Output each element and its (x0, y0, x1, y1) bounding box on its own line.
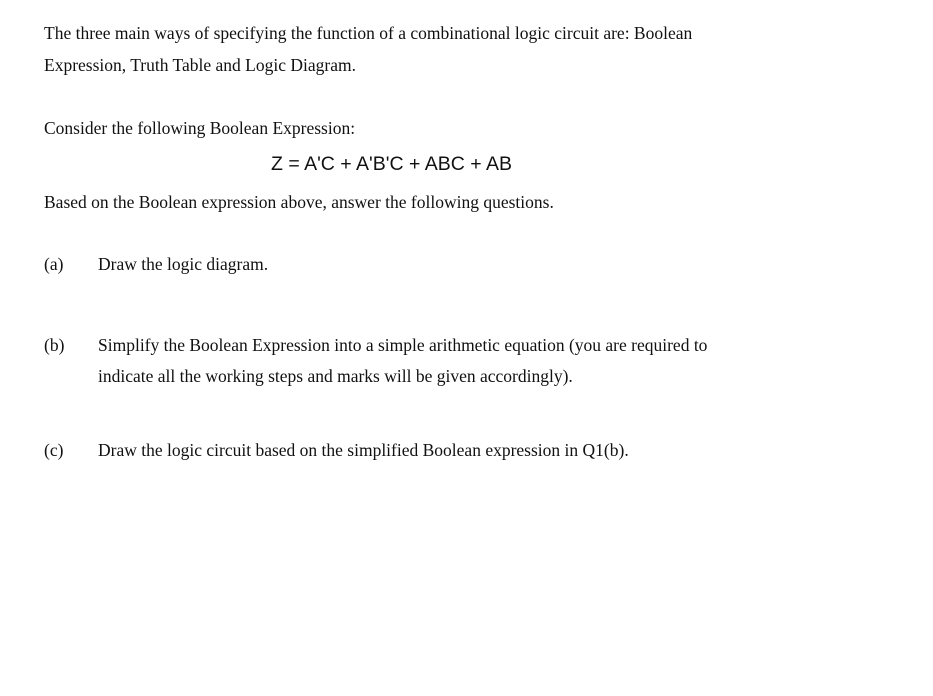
consider-statement: Consider the following Boolean Expression: (44, 118, 356, 138)
intro-paragraph (44, 17, 692, 81)
intro-line-1: The three main ways of specifying the function of a combinational logic circuit are: Boolean (44, 23, 693, 43)
question-b-text (98, 330, 707, 392)
question-a-label: (a) (44, 254, 64, 274)
boolean-expression-text: Z = A'C + A'B'C + ABC + AB (271, 153, 512, 175)
question-c-line-1: Draw the logic circuit based on the simplified Boolean expression in Q1(b). (98, 440, 629, 460)
boolean-expression (0, 148, 933, 180)
question-b-line-2: indicate all the working steps and marks will be given accordingly). (98, 366, 573, 386)
question-a-line-1: Draw the logic diagram. (98, 254, 269, 274)
instruction-statement: Based on the Boolean expression above, answer the following questions. (44, 192, 554, 212)
question-b-label: (b) (44, 335, 65, 355)
question-c-text (98, 435, 629, 466)
question-c-label: (c) (44, 440, 64, 460)
question-a-text (98, 249, 268, 280)
intro-line-2: Expression, Truth Table and Logic Diagram. (44, 55, 356, 75)
question-b-line-1: Simplify the Boolean Expression into a simple arithmetic equation (you are required to (98, 335, 708, 355)
